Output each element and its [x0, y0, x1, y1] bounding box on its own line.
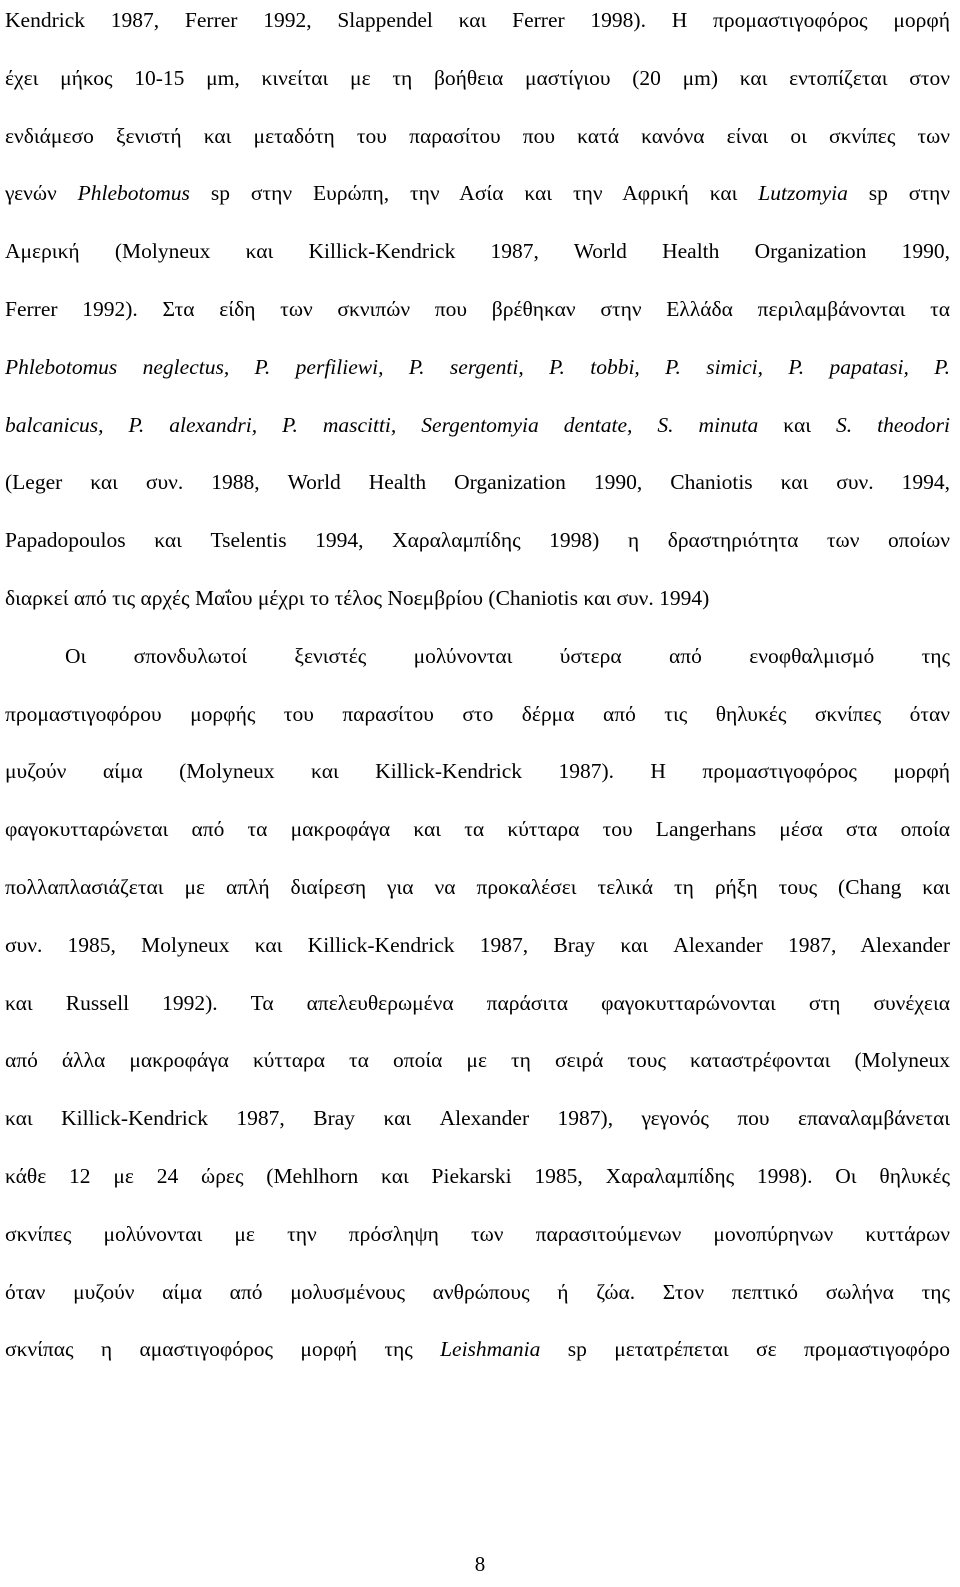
text-line [5, 1162, 950, 1190]
text-span: όταν μυζούν αίμα από μολυσμένους ανθρώπους ή ζώα. Στον πεπτικό σωλήνα της [5, 1279, 950, 1304]
text-line [65, 642, 950, 670]
text-span: προμαστιγοφόρου μορφής του παρασίτου στο δέρμα από τις θηλυκές σκνίπες όταν [5, 701, 950, 726]
text-span: και Killick-Kendrick 1987, Bray και Alexander 1987), γεγονός που επαναλαμβάνεται [5, 1106, 950, 1131]
text-line [5, 989, 950, 1017]
italic-text: balcanicus, P. alexandri, P. mascitti, Sergentomyia dentate, S. minuta [5, 412, 759, 437]
text-span: Kendrick 1987, Ferrer 1992, Slappendel και Ferrer 1998). Η προμαστιγοφόρος μορφή [5, 8, 950, 32]
text-span: sp στην Ευρώπη, την Ασία και την Αφρική και [189, 181, 759, 206]
text-line [5, 179, 950, 207]
text-span: Οι σπονδυλωτοί ξενιστές μολύνονται ύστερα από ενοφθαλμισμό της [65, 643, 950, 668]
text-line [5, 1046, 950, 1074]
text-line [5, 584, 950, 612]
italic-text: Phlebotomus [77, 181, 190, 206]
text-span: και [758, 412, 837, 437]
text-line [5, 295, 950, 323]
text-line [5, 122, 950, 150]
text-span: διαρκεί από τις αρχές Μαΐου μέχρι το τέλος Νοεμβρίου (Chaniotis και συν. 1994) [5, 586, 710, 610]
text-line [5, 873, 950, 901]
italic-text: Phlebotomus neglectus, P. perfiliewi, P. sergenti, P. tobbi, P. simici, P. papatasi, P. [5, 354, 950, 379]
text-span: πολλαπλασιάζεται με απλή διαίρεση για να προκαλέσει τελικά τη ρήξη τους (Chang και [5, 875, 950, 899]
text-span: μυζούν αίμα (Molyneux και Killick-Kendrick 1987). Η προμαστιγοφόρος μορφή [5, 759, 950, 784]
text-line [5, 815, 950, 843]
text-line [5, 237, 950, 265]
text-span: γενών [5, 181, 78, 206]
italic-text: Lutzomyia [758, 181, 848, 206]
text-span: φαγοκυτταρώνεται από τα μακροφάγα και τα κύτταρα του Langerhans μέσα στα οποία [5, 817, 950, 842]
text-line [5, 700, 950, 728]
text-span: Papadopoulos και Tselentis 1994, Χαραλαμπίδης 1998) η δραστηριότητα των οποίων [5, 528, 950, 553]
italic-text: S. theodori [836, 412, 951, 437]
text-line [5, 411, 950, 439]
text-line [5, 353, 950, 381]
text-line [5, 526, 950, 554]
text-line [5, 6, 950, 34]
text-span: sp στην [847, 181, 951, 206]
text-span: ενδιάμεσο ξενιστή και μεταδότη του παρασίτου που κατά κανόνα είναι οι σκνίπες των [5, 123, 950, 148]
text-span: κάθε 12 με 24 ώρες (Mehlhorn και Piekarski 1985, Χαραλαμπίδης 1998). Οι θηλυκές [5, 1164, 950, 1188]
text-line [5, 931, 950, 959]
text-line [5, 468, 950, 496]
text-span: σκνίπες μολύνονται με την πρόσληψη των παρασιτούμενων μονοπύρηνων κυττάρων [5, 1221, 950, 1246]
text-span: από άλλα μακροφάγα κύτταρα τα οποία με τη σειρά τους καταστρέφονται (Molyneux [5, 1048, 950, 1073]
text-span: σκνίπας η αμαστιγοφόρος μορφή της [5, 1337, 441, 1362]
text-line [5, 1335, 950, 1363]
text-span: και Russell 1992). Τα απελευθερωμένα παράσιτα φαγοκυτταρώνονται στη συνέχεια [5, 990, 950, 1015]
text-line [5, 757, 950, 785]
text-span: έχει μήκος 10-15 μm, κινείται με τη βοήθεια μαστίγιου (20 μm) και εντοπίζεται στον [5, 65, 950, 90]
text-line [5, 1278, 950, 1306]
italic-text: Leishmania [440, 1337, 541, 1362]
text-span: (Leger και συν. 1988, World Health Organization 1990, Chaniotis και συν. 1994, [5, 470, 950, 495]
text-line [5, 1104, 950, 1132]
text-line [5, 1220, 950, 1248]
page-number: 8 [474, 1552, 486, 1576]
text-span: Ferrer 1992). Στα είδη των σκνιπών που βρέθηκαν στην Ελλάδα περιλαμβάνονται τα [5, 297, 950, 321]
text-span: Αμερική (Molyneux και Killick-Kendrick 1987, World Health Organization 1990, [5, 239, 950, 264]
text-line [5, 64, 950, 92]
text-span: συν. 1985, Molyneux και Killick-Kendrick 1987, Bray και Alexander 1987, Alexander [5, 932, 950, 957]
text-span: sp μετατρέπεται σε προμαστιγοφόρο [540, 1337, 950, 1362]
